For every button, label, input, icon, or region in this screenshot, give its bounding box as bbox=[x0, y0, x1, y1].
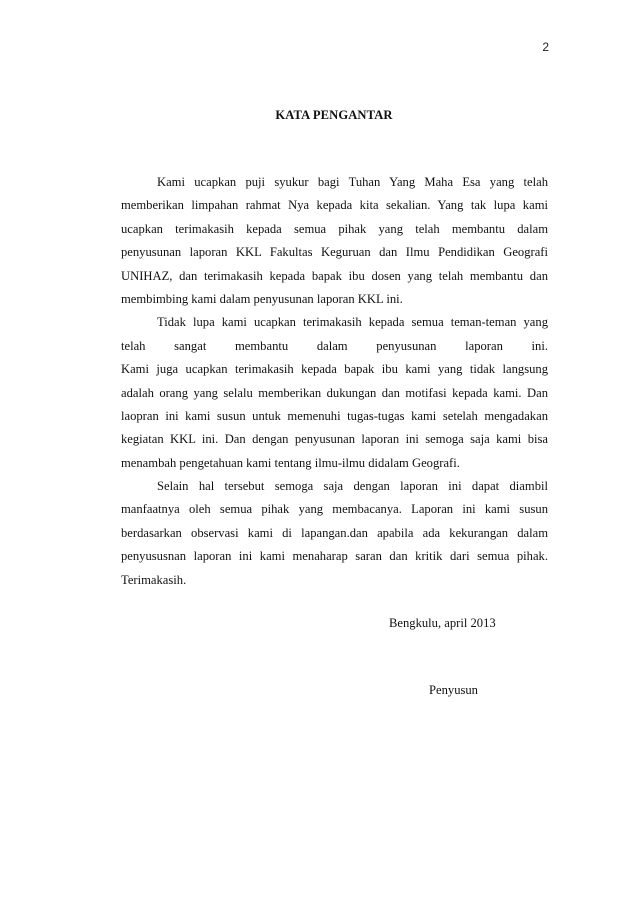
page-number: 2 bbox=[542, 40, 549, 54]
text-line: Kami juga ucapkan terimakasih kepada bapak ibu kami yang tidak langsung bbox=[121, 362, 548, 377]
text-line: Kami ucapkan puji syukur bagi Tuhan Yang Maha Esa yang telah bbox=[157, 175, 548, 189]
text-line: UNIHAZ, dan terimakasih kepada bapak ibu dosen yang telah membantu dan bbox=[121, 268, 548, 283]
closing-place-date: Bengkulu, april 2013 bbox=[389, 616, 496, 630]
closing-author: Penyusun bbox=[429, 683, 478, 697]
text-line: manfaatnya oleh semua pihak yang membacanya. Laporan ini kami susun bbox=[121, 502, 548, 517]
text-line: kegiatan KKL ini. Dan dengan penyusunan laporan ini semoga saja kami bisa bbox=[121, 432, 548, 447]
paragraph-2 bbox=[121, 311, 548, 475]
text-line: ucapkan terimakasih kepada semua pihak yang telah membantu dalam bbox=[121, 221, 548, 236]
text-line: berdasarkan observasi kami di lapangan.dan apabila ada kekurangan dalam bbox=[121, 525, 548, 540]
text-line: penyusunan laporan KKL Fakultas Keguruan dan Ilmu Pendidikan Geografi bbox=[121, 245, 548, 260]
text-line: menambah pengetahuan kami tentang ilmu-ilmu didalam Geografi. bbox=[121, 455, 460, 470]
body-text bbox=[121, 171, 548, 592]
text-line: adalah orang yang selalu memberikan dukungan dan motifasi kepada kami. Dan bbox=[121, 385, 548, 400]
text-line: telah sangat membantu dalam penyusunan laporan ini. bbox=[121, 338, 548, 353]
text-line: Terimakasih. bbox=[121, 572, 187, 587]
text-line: memberikan limpahan rahmat Nya kepada kita sekalian. Yang tak lupa kami bbox=[121, 198, 548, 213]
text-line: Tidak lupa kami ucapkan terimakasih kepada semua teman-teman yang bbox=[157, 315, 548, 330]
text-line: Selain hal tersebut semoga saja dengan laporan ini dapat diambil bbox=[157, 479, 548, 494]
paragraph-3 bbox=[121, 475, 548, 592]
text-line: laopran ini kami susun untuk memenuhi tugas-tugas kami setelah mengadakan bbox=[121, 408, 548, 423]
paragraph-1 bbox=[121, 171, 548, 311]
text-line: membimbing kami dalam penyusunan laporan KKL ini. bbox=[121, 291, 403, 306]
text-line: penyususnan laporan ini kami menaharap saran dan kritik dari semua pihak. bbox=[121, 549, 548, 564]
page-title: KATA PENGANTAR bbox=[275, 108, 393, 122]
